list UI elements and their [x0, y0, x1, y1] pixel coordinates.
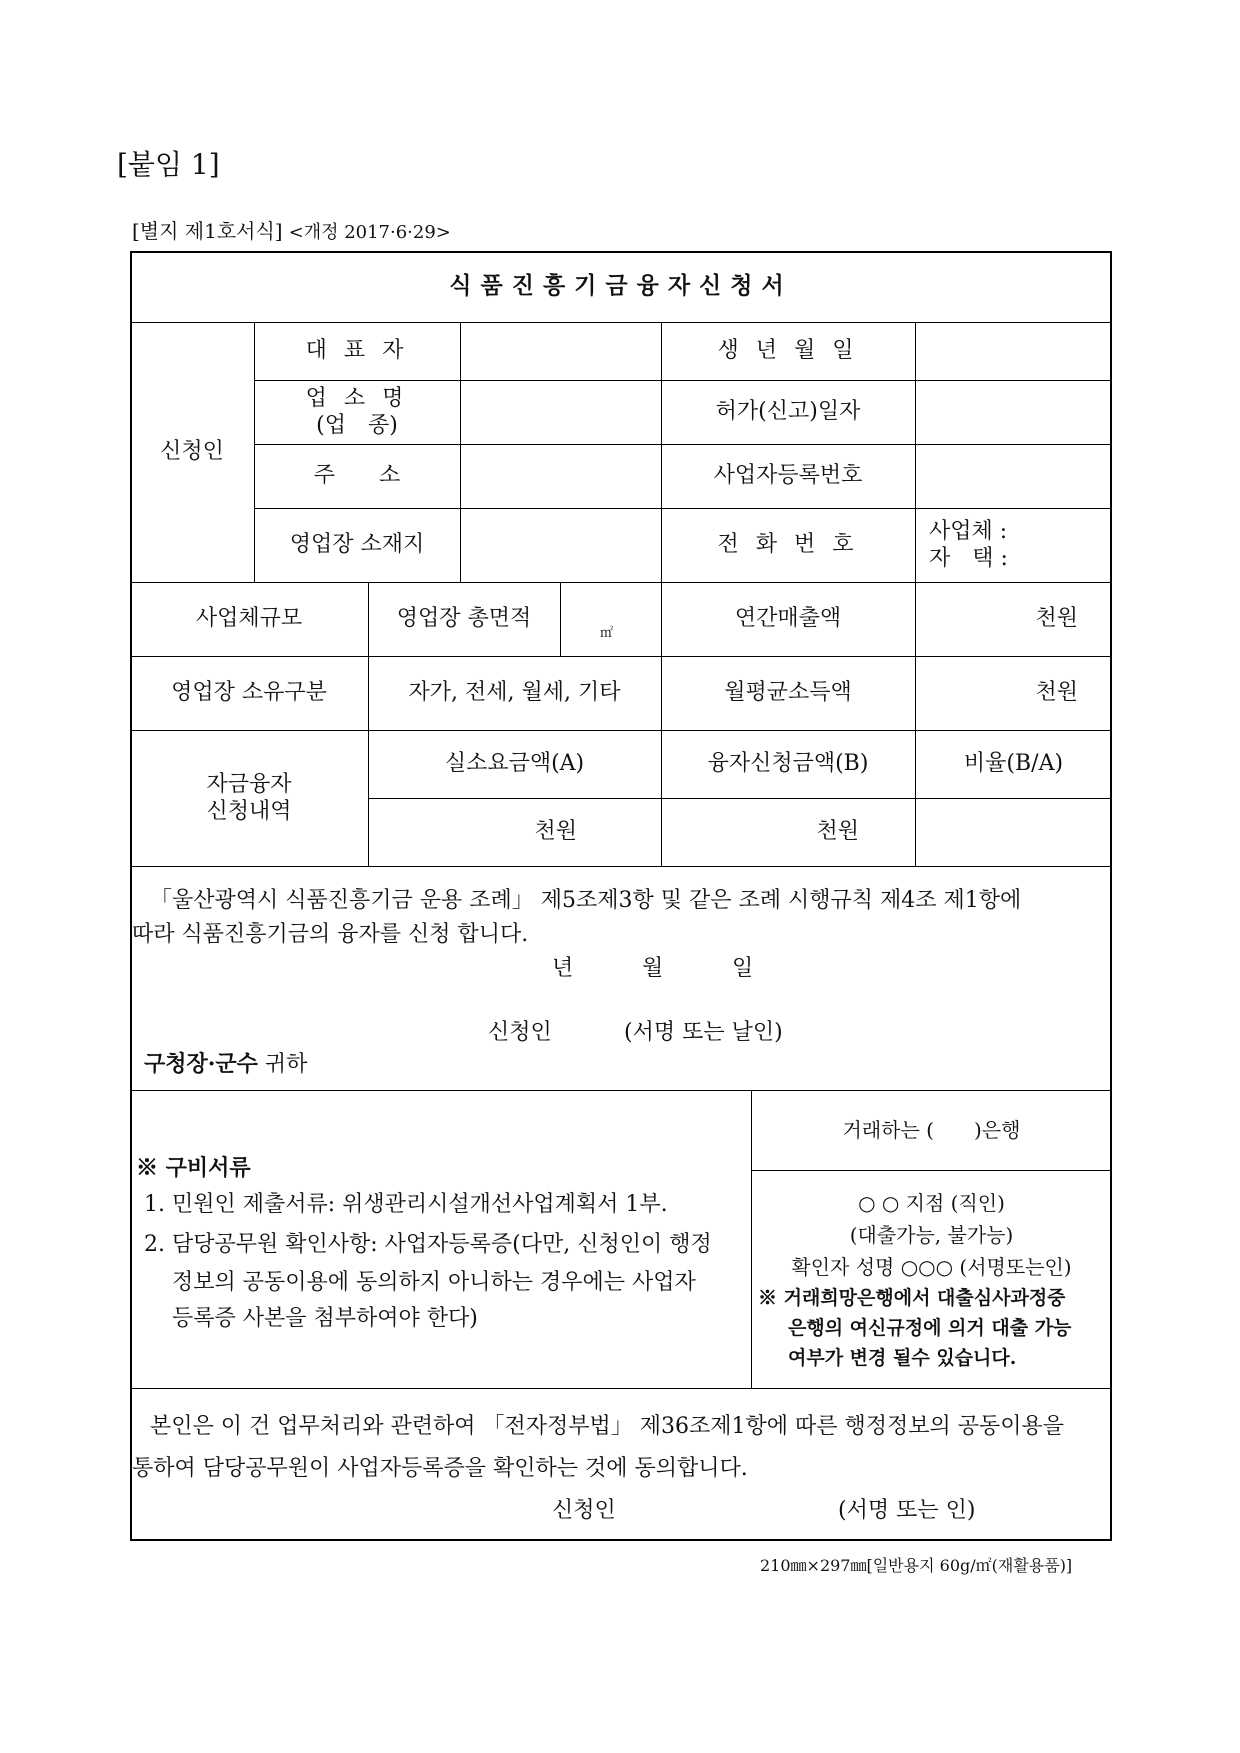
business-type-text: (업 종) — [316, 413, 398, 438]
representative-label: 대 표 자 — [305, 338, 409, 364]
documents-item2-line1: 2. 담당공무원 확인사항: 사업자등록증(다만, 신청인이 행정 — [144, 1232, 712, 1257]
phone-field[interactable] — [915, 508, 1112, 582]
confirmer-line: 확인자 성명 ○○○ (서명또는인) — [791, 1255, 1072, 1279]
branch-seal-line: ○ ○ 지점 (직인) — [858, 1191, 1005, 1215]
bank-note-line1: ※ 거래희망은행에서 대출심사과정중 — [758, 1287, 1066, 1309]
loan-label-line2: 신청내역 — [206, 799, 292, 824]
loan-availability[interactable]: (대출가능, 불가능) — [849, 1223, 1014, 1247]
birthdate-field[interactable] — [915, 322, 1112, 380]
phone-home-label: 자 택 : — [929, 546, 1008, 571]
declaration-applicant-label: 신청인 — [488, 1020, 552, 1045]
phone-label: 전 화 번 호 — [717, 532, 859, 558]
consent-line1: 본인은 이 건 업무처리와 관련하여 「전자정부법」 제36조제1항에 따른 행정정보의 공동이용을 — [150, 1414, 1065, 1439]
documents-heading: ※ 구비서류 — [136, 1155, 251, 1181]
documents-item1: 1. 민원인 제출서류: 위생관리시설개선사업계획서 1부. — [144, 1192, 668, 1217]
business-reg-no-field[interactable] — [915, 444, 1112, 508]
addressee — [144, 1048, 307, 1081]
required-amount-unit: 천원 — [534, 819, 577, 845]
annual-sales-field[interactable] — [915, 582, 1112, 656]
business-scale-label: 사업체규모 — [195, 606, 303, 632]
birthdate-label: 생 년 월 일 — [717, 338, 859, 364]
date-year-label: 년 — [552, 956, 574, 981]
monthly-income-field[interactable] — [915, 656, 1112, 730]
permit-date-label: 허가(신고)일자 — [715, 399, 861, 425]
consent-applicant-label: 신청인 — [552, 1498, 616, 1523]
required-amount-field[interactable] — [368, 798, 661, 866]
monthly-income-unit: 천원 — [1035, 680, 1078, 706]
annual-sales-unit: 천원 — [1035, 606, 1078, 632]
address-field[interactable] — [460, 444, 661, 508]
form-number — [132, 215, 451, 244]
documents-item2-line2: 정보의 공동이용에 동의하지 아니하는 경우에는 사업자 — [172, 1270, 696, 1295]
requested-amount-label: 융자신청금액(B) — [707, 751, 869, 777]
revision-text: <개정 2017·6·29> — [288, 222, 451, 243]
declaration-signature-label[interactable]: (서명 또는 날인) — [624, 1020, 783, 1045]
business-name-field[interactable] — [460, 380, 661, 444]
ownership-label: 영업장 소유구분 — [171, 680, 327, 706]
workplace-location-field[interactable] — [460, 508, 661, 582]
form-title: 식품진흥기금융자신청서 — [449, 272, 793, 300]
addressee-title: 구청장·군수 — [144, 1051, 258, 1077]
loan-label-line1: 자금융자 — [206, 771, 292, 797]
attachment-label: [붙임 1] — [117, 148, 220, 181]
date-month-label: 월 — [642, 956, 664, 981]
area-unit: ㎡ — [600, 626, 614, 641]
permit-date-field[interactable] — [915, 380, 1112, 444]
address-label: 주 소 — [313, 463, 401, 489]
business-name-label — [254, 380, 460, 444]
representative-field[interactable] — [460, 322, 661, 380]
declaration-line2: 따라 식품진흥기금의 융자를 신청 합니다. — [132, 922, 529, 947]
required-amount-label: 실소요금액(A) — [444, 751, 585, 777]
paper-spec: 210㎜×297㎜[일반용지 60g/㎡(재활용품)] — [760, 1556, 1073, 1575]
area-label: 영업장 총면적 — [396, 606, 532, 632]
phone-business-label: 사업체 : — [929, 518, 1008, 544]
consent-line2: 통하여 담당공무원이 사업자등록증을 확인하는 것에 동의합니다. — [132, 1456, 748, 1481]
ownership-options[interactable]: 자가, 전세, 월세, 기타 — [408, 680, 621, 706]
form-number-text: [별지 제1호서식] — [132, 219, 283, 243]
documents-item2-line3: 등록증 사본을 첨부하여야 한다) — [172, 1306, 478, 1331]
declaration-line1: 「울산광역시 식품진흥기금 운용 조례」 제5조제3항 및 같은 조례 시행규칙 제4조 제1항에 — [150, 888, 1022, 913]
bank-note-line2: 은행의 여신규정에 의거 대출 가능 — [788, 1317, 1072, 1339]
business-name-text: 업 소 명 — [305, 385, 409, 411]
workplace-location-label: 영업장 소재지 — [289, 532, 425, 558]
applicant-group-label: 신청인 — [160, 439, 224, 465]
annual-sales-label: 연간매출액 — [734, 606, 842, 632]
bank-name-field[interactable]: 거래하는 ( )은행 — [842, 1117, 1021, 1142]
consent-signature-label[interactable]: (서명 또는 인) — [838, 1498, 976, 1523]
ratio-field[interactable] — [915, 798, 1112, 866]
requested-amount-unit: 천원 — [816, 819, 859, 845]
ratio-label: 비율(B/A) — [963, 751, 1064, 777]
requested-amount-field[interactable] — [661, 798, 915, 866]
addressee-suffix: 귀하 — [264, 1052, 308, 1077]
area-field[interactable] — [560, 582, 661, 656]
date-day-label: 일 — [732, 956, 754, 981]
business-reg-no-label: 사업자등록번호 — [713, 463, 863, 489]
loan-request-label — [130, 730, 368, 866]
monthly-income-label: 월평균소득액 — [724, 680, 852, 706]
bank-note-line3: 여부가 변경 될수 있습니다. — [788, 1347, 1017, 1369]
